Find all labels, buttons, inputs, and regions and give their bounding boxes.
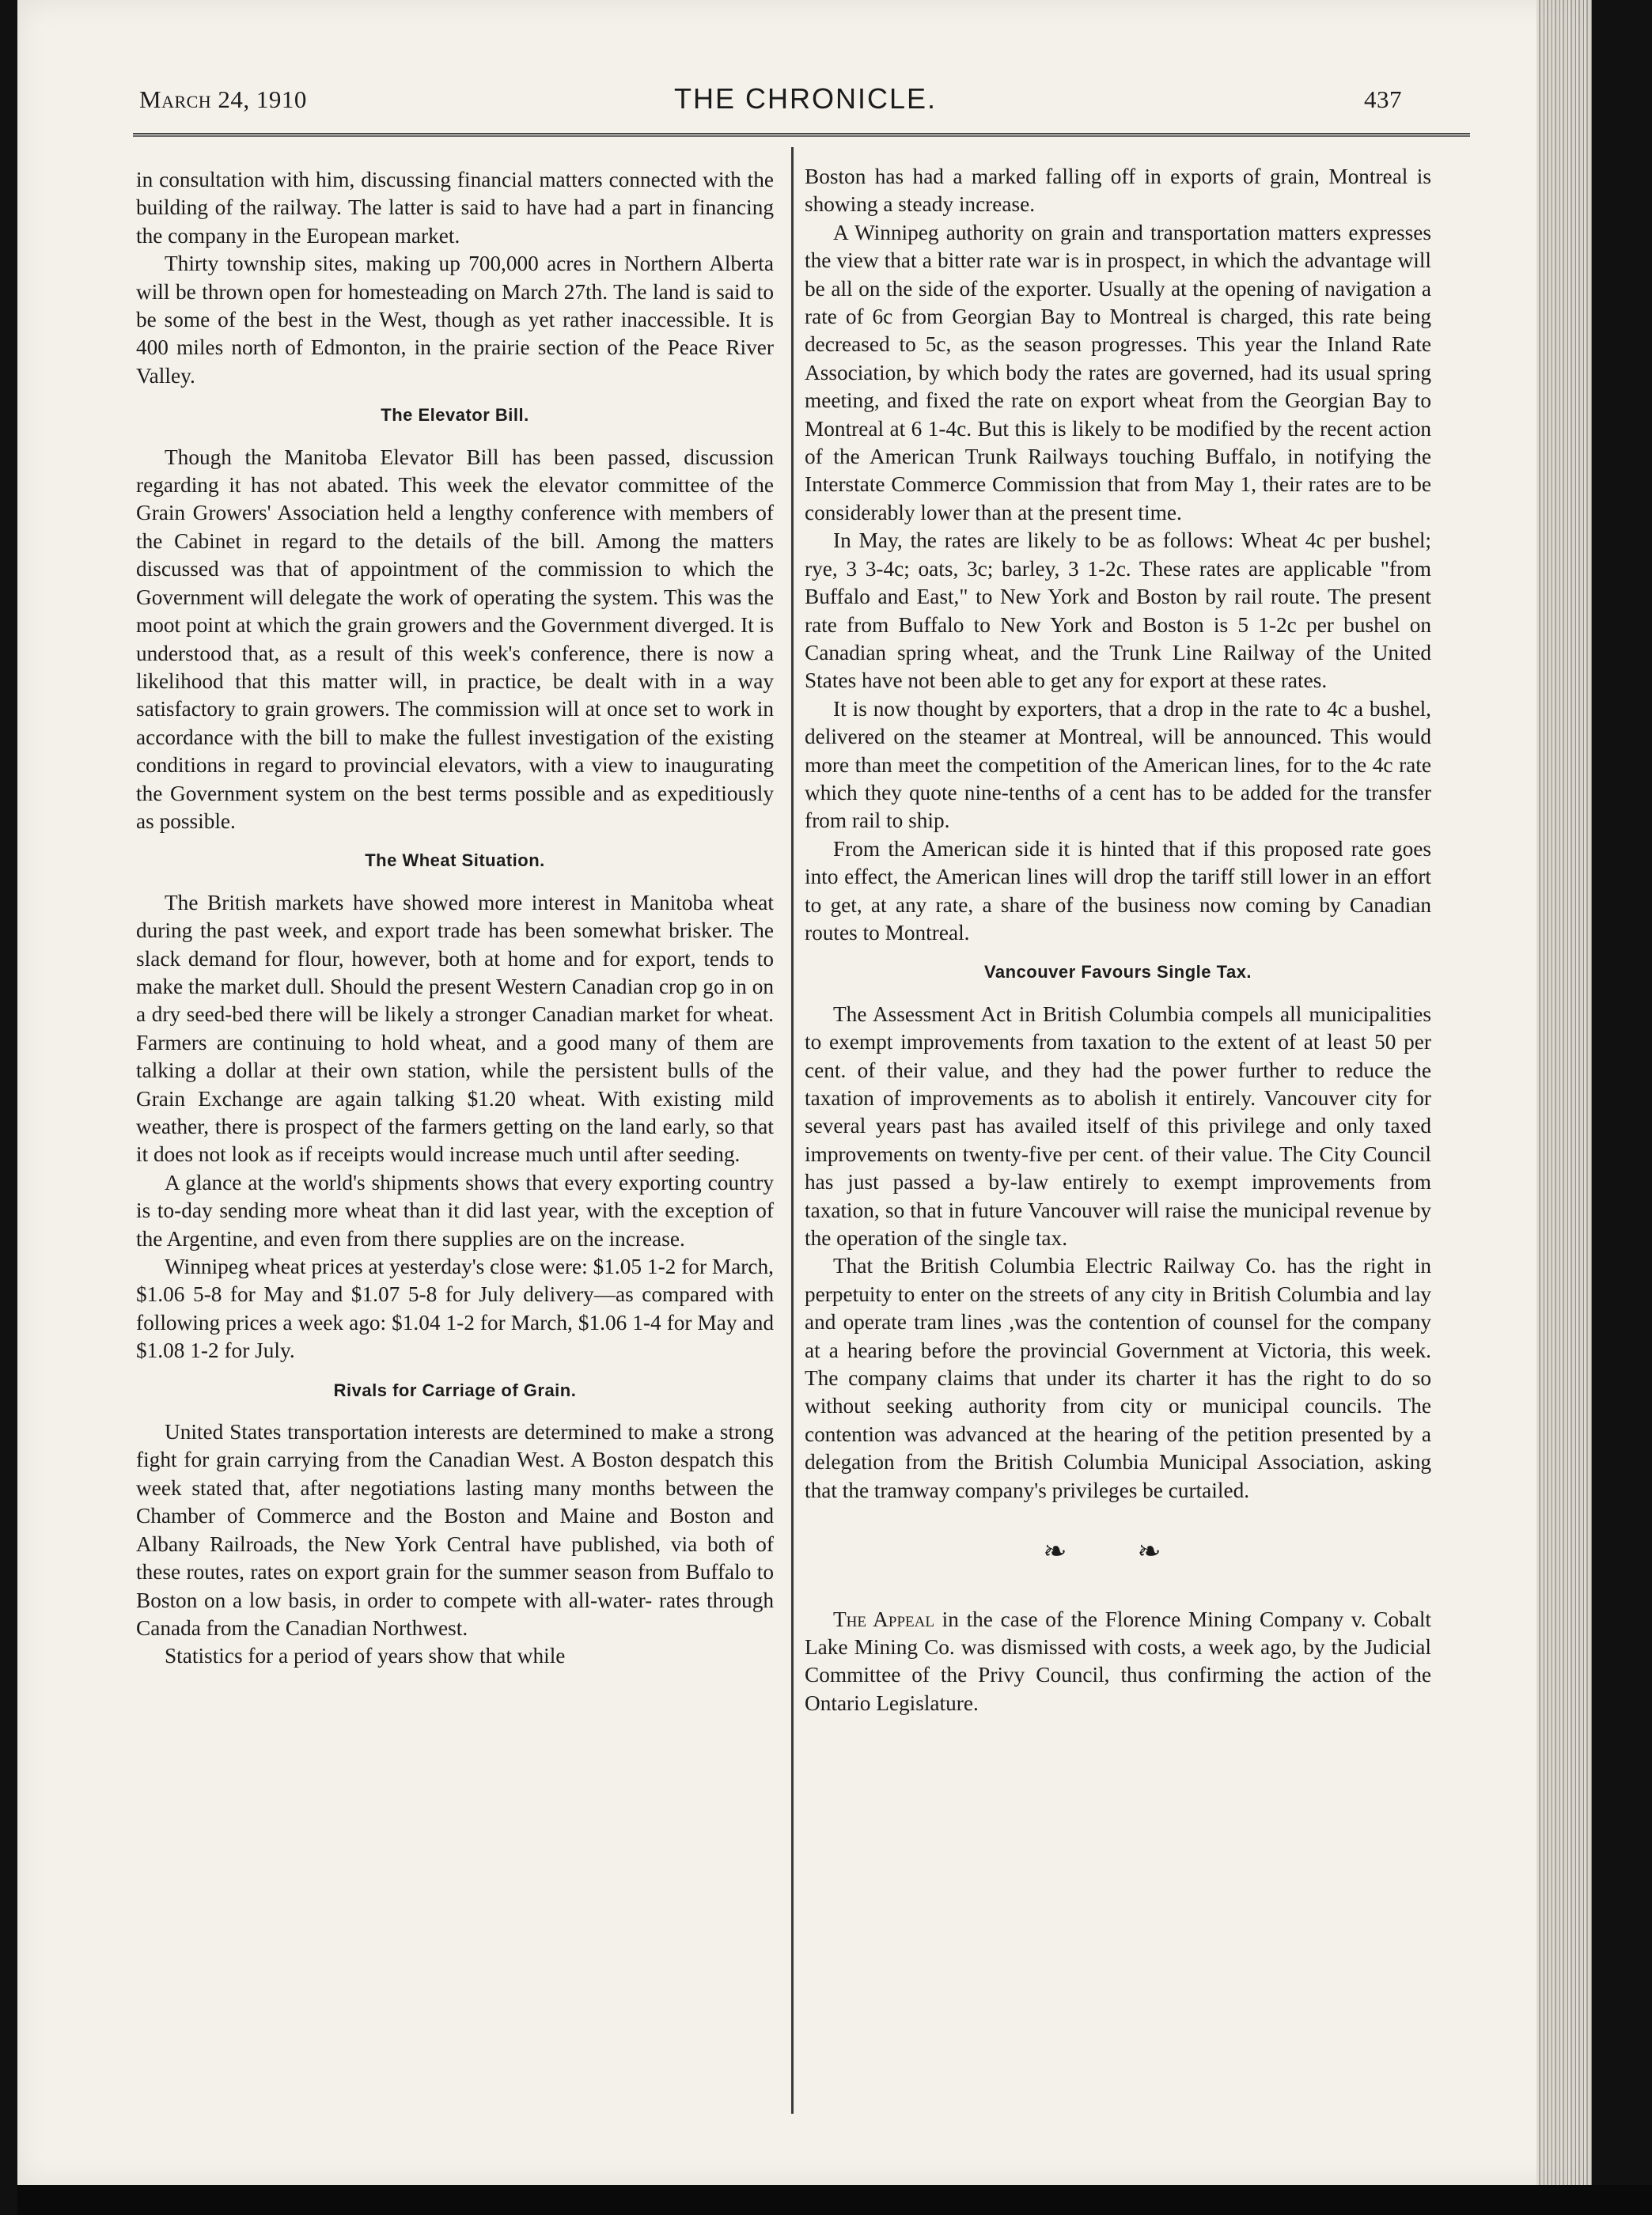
left-column [136, 166, 774, 1671]
binding-edge [1536, 0, 1592, 2185]
paragraph-appeal [805, 1606, 1431, 1718]
header-rule [133, 133, 1470, 137]
section-heading: The Elevator Bill. [381, 405, 529, 426]
paragraph: A Winnipeg authority on grain and transportation matters expresses the view that a bitter rate war is in prospect, in which the advantage will be all on the side of the exporter. Usually at the opening of navigation a rate of 6c from Georgian Bay to Montreal is charged, this rate being decreased to 5c, as the season progresses. This year the Inland Rate Association, by which body the rates are governed, had its usual spring meeting, and fixed the rate on export wheat from the Georgian Bay to Montreal at 6 1-4c. But this is likely to be modified by the recent action of the American Trunk Railways touching Buffalo, in notifying the Interstate Commerce Commission that from May 1, their rates are to be considerably lower than at the present time. [805, 220, 1431, 524]
appeal-text: in the case of the Florence Mining Company v. Cobalt Lake Mining Co. was dismissed with costs, a week ago, by the Judicial Committee of the Privy Council, thus confirming the action of the Ontario Legislature. [805, 1607, 1431, 1715]
section-heading: The Wheat Situation. [365, 850, 545, 871]
page-header [120, 82, 1402, 120]
right-column [805, 163, 1431, 1717]
fleuron-ornament: ❧ ❧ [1043, 1535, 1193, 1568]
paragraph: Thirty township sites, making up 700,000 acres in Northern Alberta will be thrown open for homesteading on March 27th. The land is said to be some of the best in the West, though as yet rather inaccessible. It is 400 miles north of Edmonton, in the prairie section of the Peace River Valley. [136, 252, 774, 388]
paragraph: From the American side it is hinted that if this proposed rate goes into effect, the American lines will drop the tariff still lower in an effort to get, at any rate, a share of the business now coming by Canadian routes to Montreal. [805, 836, 1431, 945]
appeal-lead: The Appeal [833, 1607, 934, 1631]
paragraph: It is now thought by exporters, that a drop in the rate to 4c a bushel, delivered on the steamer at Montreal, will be announced. This would more than meet the competition of the American lines, for to the 4c rate which they quote nine-tenths of a cent has to be added for the transfer from rail to ship. [805, 696, 1431, 833]
paragraph: Winnipeg wheat prices at yesterday's close were: $1.05 1-2 for March, $1.06 5-8 for May and $1.07 5-8 for July delivery—as compared with following prices a week ago: $1.04 1-2 for March, $1.06 1-4 for May and $1.08 1-2 for July. [136, 1255, 774, 1363]
scan-bottom-edge [17, 2185, 1652, 2215]
paragraph: The Assessment Act in British Columbia compels all municipalities to exempt improvements from taxation to the extent of at least 50 per cent. of their value, and they had the power further to reduce the taxation of improvements as to abolish it entirely. Vancouver city for several years past has availed itself of this privilege and only taxed improvements on twenty-five per cent. of their value. The City Council has just passed a by-law entirely to exempt improvements from taxation, so that in future Vancouver will raise the municipal revenue by the operation of the single tax. [805, 1001, 1431, 1251]
header-title: THE CHRONICLE. [674, 82, 938, 115]
paragraph: Boston has had a marked falling off in exports of grain, Montreal is showing a steady increase. [805, 165, 1431, 217]
paragraph: The British markets have showed more interest in Manitoba wheat during the past week, and export trade has been somewhat brisker. The slack demand for flour, however, both at home and for export, tends to make the market dull. Should the present Western Canadian crop go in on a dry seed-bed there will be likely a stronger Canadian market for wheat. Farmers are continuing to hold wheat, and a good many of them are talking a dollar at their own station, while the persistent bulls of the Grain Exchange are again talking $1.20 wheat. With existing mild weather, there is prospect of the farmers getting on the land early, so that it does not look as if receipts would increase much until after seeding. [136, 890, 774, 1167]
paragraph: in consultation with him, discussing financial matters connected with the building of the railway. The latter is said to have had a part in financing the company in the European market. [136, 168, 774, 248]
paragraph: United States transportation interests are determined to make a strong fight for grain carrying from the Canadian West. A Boston despatch this week stated that, after negotiations lasting many months between the Chamber of Commerce and the Boston and Maine and Boston and Albany Railroads, the New York Central have published, via both of these routes, rates on export grain for the summer season from Buffalo to Boston on a low basis, in order to compete with all-water- rates through Canada from the Canadian Northwest. [136, 1420, 774, 1640]
column-divider [791, 147, 794, 2114]
section-heading: Vancouver Favours Single Tax. [983, 962, 1252, 983]
header-date: March 24, 1910 [139, 85, 307, 113]
paragraph: Though the Manitoba Elevator Bill has been passed, discussion regarding it has not abated. This week the elevator committee of the Grain Growers' Association held a lengthy conference with members of the Cabinet in regard to the details of the bill. Among the matters discussed was that of appointment of the commission to which the Government will delegate the work of operating the system. This was the moot point at which the grain growers and the Government diverged. It is understood that, as a result of this week's conference, there is now a likelihood that this matter will, in practice, be dealt with in a way satisfactory to grain growers. The commission will at once set to work in accordance with the bill to make the fullest investigation of the existing conditions in regard to provincial elevators, with a view to inaugurating the Government system on the best terms possible and as expeditiously as possible. [136, 445, 774, 833]
paragraph: In May, the rates are likely to be as follows: Wheat 4c per bushel; rye, 3 3-4c; oats, 3c; barley, 3 1-2c. These rates are applicable "from Buffalo and East," to New York and Boston by rail route. The present rate from Buffalo to New York and Boston is 5 1-2c per bushel on Canadian spring wheat, and the Trunk Line Railway of the United States have not been able to get any for export at these rates. [805, 528, 1431, 693]
section-heading: Rivals for Carriage of Grain. [333, 1380, 577, 1400]
paragraph: A glance at the world's shipments shows that every exporting country is to-day sending more wheat than it did last year, with the exception of the Argentine, and even from there supplies are on the increase. [136, 1170, 774, 1251]
paragraph: Statistics for a period of years show that while [165, 1644, 566, 1668]
paragraph: That the British Columbia Electric Railway Co. has the right in perpetuity to enter on the streets of any city in British Columbia and lay and operate tram lines ,was the contention of counsel for the company at a hearing before the provincial Government at Victoria, this week. The company claims that under its charter it has the right to do so without seeking authority from city or municipal councils. The contention was advanced at the hearing of the petition presented by a delegation from the British Columbia Municipal Association, asking that the tramway company's privileges be curtailed. [805, 1254, 1431, 1502]
page-number: 437 [1364, 85, 1402, 113]
